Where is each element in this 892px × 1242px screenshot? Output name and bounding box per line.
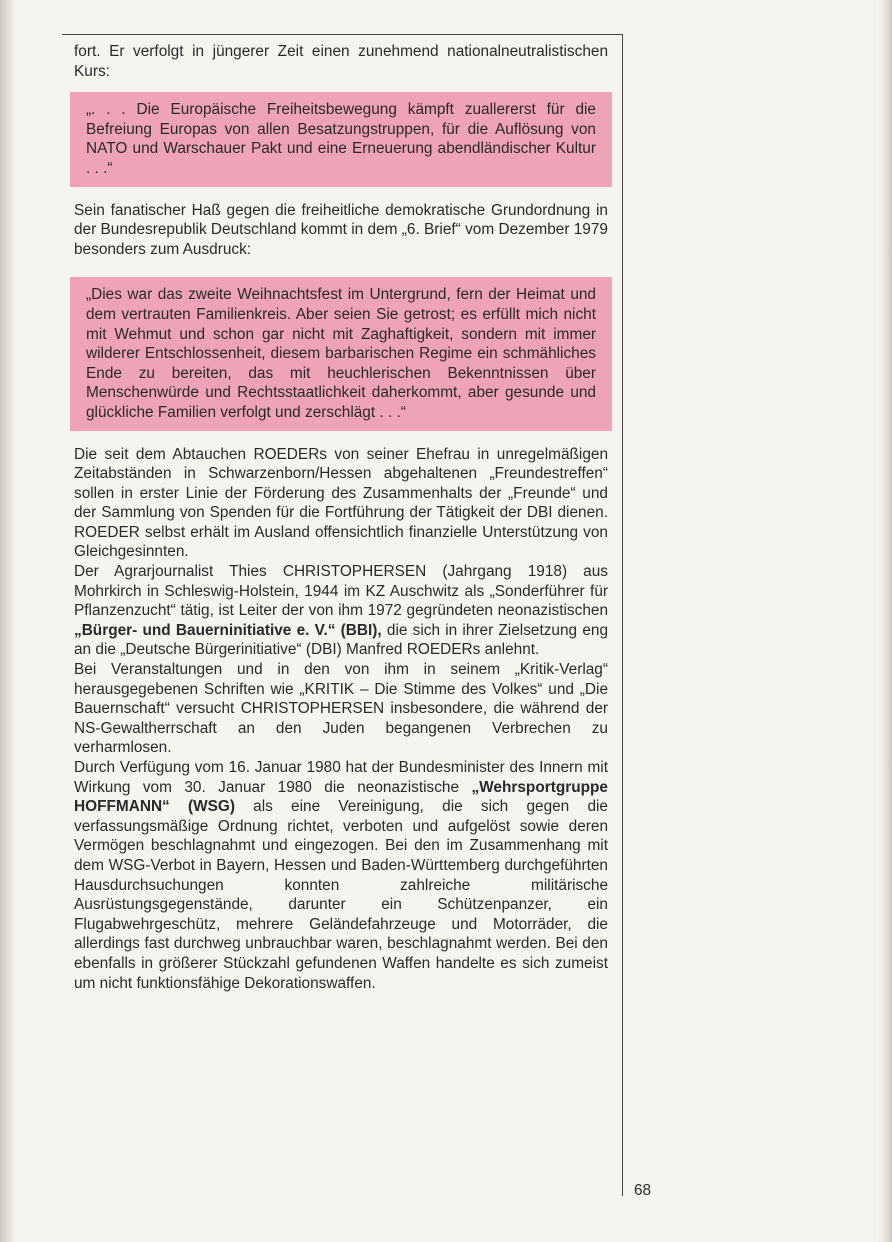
paragraph-wsg <box>74 758 608 993</box>
page-edge <box>878 0 892 1242</box>
page-body <box>74 42 608 993</box>
page-number: 68 <box>634 1182 652 1199</box>
wsg-organization-name: „Wehrsportgruppe HOFFMANN“ (WSG) <box>74 778 608 816</box>
intro-paragraph: fort. Er verfolgt in jüngerer Zeit einen zunehmend nationalneutralistischen Kurs: <box>74 43 608 80</box>
frame-top-rule <box>62 34 623 35</box>
highlighted-quote-1 <box>70 92 612 186</box>
page-binding-shadow <box>0 0 16 1242</box>
paragraph-kritik-verlag: Bei Veranstaltungen und in den von ihm in seinem „Kritik-Verlag“ herausgegebenen Schriften wie „KRITIK – Die Stimme des Volkes“ und „Die Bauernschaft“ versucht CHRISTOPHERSEN insbesondere, die während der NS-Gewaltherrschaft an den Juden begangenen Verbrechen zu verharmlosen. <box>74 661 608 757</box>
highlighted-quote-2 <box>70 277 612 430</box>
bbi-text-pre: Der Agrarjournalist Thies CHRISTOPHERSEN (Jahrgang 1918) aus Mohrkirch in Schleswig-Holstein, 1944 im KZ Auschwitz als „Sonderführer für Pflanzenzucht“ tätig, ist Leiter der von ihm 1972 gegründeten neonazistischen <box>74 563 608 620</box>
quote-2-text: „Dies war das zweite Weihnachtsfest im Untergrund, fern der Heimat und dem vertrauten Familienkreis. Aber seien Sie getrost; es erfüllt mich nicht mit Wehmut und schon gar nicht mit Zaghaftigkeit, sondern mit immer wilderer Entschlossenheit, diesem barbarischen Regime ein schmähliches Ende zu bereiten, das mit heuchlerischen Bekenntnissen über Menschenwürde und Rechtsstaatlichkeit daherkommt, aber gesunde und glückliche Familien verfolgt und zerschlägt . . .“ <box>86 286 596 421</box>
paragraph-freundestreffen: Die seit dem Abtauchen ROEDERs von seiner Ehefrau in unregelmäßigen Zeitabständen in Schwarzenborn/Hessen abgehaltenen „Freundestreffen“ sollen in erster Linie der Förderung des Zusammenhalts der „Freunde“ und der Sammlung von Spenden für die Fortführung der Tätigkeit der DBI dienen. ROEDER selbst erhält im Ausland offensichtlich finanzielle Unterstützung von Gleichgesinnten. <box>74 445 608 561</box>
wsg-text-post: als eine Vereinigung, die sich gegen die verfassungsmäßige Ordnung richtet, verboten und aufgelöst sowie deren Vermögen beschlagnahmt und eingezogen. Bei den im Zusammenhang mit dem WSG-Verbot in Bayern, Hessen und Baden-Württemberg durchgeführten Hausdurchsuchungen konnten zahlreiche militärische Ausrüstungsgegenstände, darunter ein Schützenpanzer, ein Flugabwehrgeschütz, mehrere Geländefahrzeuge und Motorräder, die allerdings fast durchweg unbrauchbar waren, beschlagnahmt werden. Bei den ebenfalls in größerer Stückzahl gefundenen Waffen handelte es sich zumeist um nicht funktionsfähige Dekorationswaffen. <box>74 798 608 992</box>
quote-1-text: „. . . Die Europäische Freiheitsbewegung kämpft zuallererst für die Befreiung Europas von allen Besatzungstruppen, für die Auflösung von NATO und Warschauer Pakt und eine Erneuerung abendländischer Kultur . . .“ <box>86 101 596 177</box>
bbi-text-post: die sich in ihrer Zielsetzung eng an die „Deutsche Bürgerinitiative“ (DBI) Manfred ROEDERs anlehnt. <box>74 621 609 659</box>
paragraph-bbi <box>74 562 608 660</box>
paragraph-hass: Sein fanatischer Haß gegen die freiheitliche demokratische Grundordnung in der Bundesrepublik Deutschland kommt in dem „6. Brief“ vom Dezember 1979 besonders zum Ausdruck: <box>74 201 608 258</box>
bbi-organization-name: „Bürger- und Bauerninitiative e. V.“ (BBI), <box>74 621 382 639</box>
wsg-text-pre: Durch Verfügung vom 16. Januar 1980 hat der Bundesminister des Innern mit Wirkung vom 30. Januar 1980 die neonazistische <box>74 759 608 796</box>
frame-right-rule <box>622 34 623 1196</box>
